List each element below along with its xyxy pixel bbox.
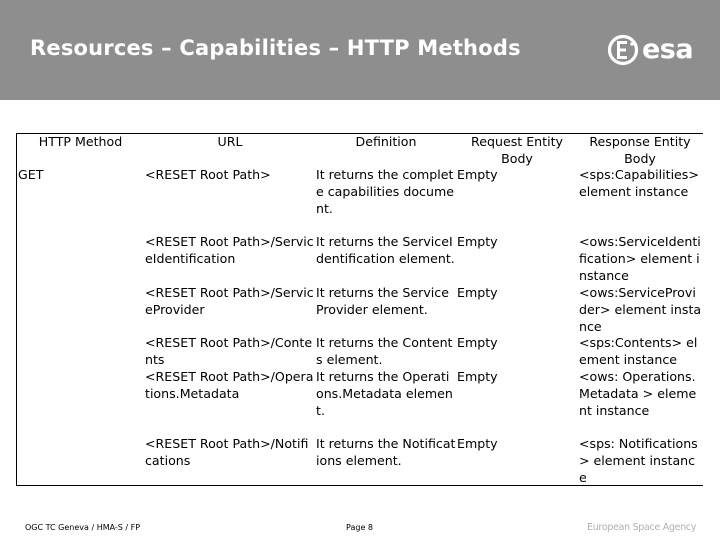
footer-agency-name: European Space Agency	[587, 522, 697, 533]
table-row-definition: It returns the ServiceIdentification element.	[316, 234, 455, 266]
esa-logo	[606, 32, 706, 68]
table-row-request: Empty	[457, 369, 498, 384]
esa-logo-icon	[606, 32, 640, 68]
esa-logo-text: esa	[642, 34, 694, 65]
table-row-request: Empty	[457, 167, 498, 182]
slide-header	[0, 0, 720, 100]
table-row-request: Empty	[457, 335, 498, 350]
table-row-url: <RESET Root Path>/ServiceIdentification	[145, 234, 314, 266]
header-response-entity-body: Response Entity Body	[589, 134, 691, 166]
slide-title: Resources – Capabilities – HTTP Methods	[30, 36, 521, 60]
header-request-entity-body: Request Entity Body	[471, 134, 563, 166]
table-row-request: Empty	[457, 436, 498, 451]
table-row-url: <RESET Root Path>/Notifications	[145, 436, 309, 468]
table-row-response: <sps: Notifications > element instance	[579, 436, 698, 485]
footer-event-label: OGC TC Geneva / HMA-S / FP	[25, 523, 141, 532]
table-row-definition: It returns the Operations.Metadata element.	[316, 369, 453, 418]
table-row-url: <RESET Root Path>/Contents	[145, 335, 313, 367]
table-row-response: <sps:Capabilities> element instance	[579, 167, 699, 199]
header-definition: Definition	[355, 134, 417, 149]
table-row-response: <ows: Operations.Metadata > element instance	[579, 369, 697, 418]
table-row-definition: It returns the ServiceProvider element.	[316, 285, 449, 317]
header-http-method: HTTP Method	[38, 134, 123, 149]
table-row-request: Empty	[457, 285, 498, 300]
table-row-definition: It returns the Contents element.	[316, 335, 453, 367]
table-row-url: <RESET Root Path>	[145, 167, 271, 182]
method-get: GET	[18, 167, 44, 182]
table-row-url: <RESET Root Path>/ServiceProvider	[145, 285, 314, 317]
table-row-response: <ows:ServiceIdentification> element instance	[579, 234, 701, 283]
table-row-response: <ows:ServiceProvider> element instance	[579, 285, 702, 334]
table-row-request: Empty	[457, 234, 498, 249]
table-row-definition: It returns the complete capabilities document.	[316, 167, 454, 216]
table-row-url: <RESET Root Path>/Operations.Metadata	[145, 369, 314, 401]
table-row-response: <sps:Contents> element instance	[579, 335, 698, 367]
header-url: URL	[217, 134, 243, 149]
footer-page-number: Page 8	[346, 523, 373, 532]
table-row-definition: It returns the Notifications element.	[316, 436, 456, 468]
